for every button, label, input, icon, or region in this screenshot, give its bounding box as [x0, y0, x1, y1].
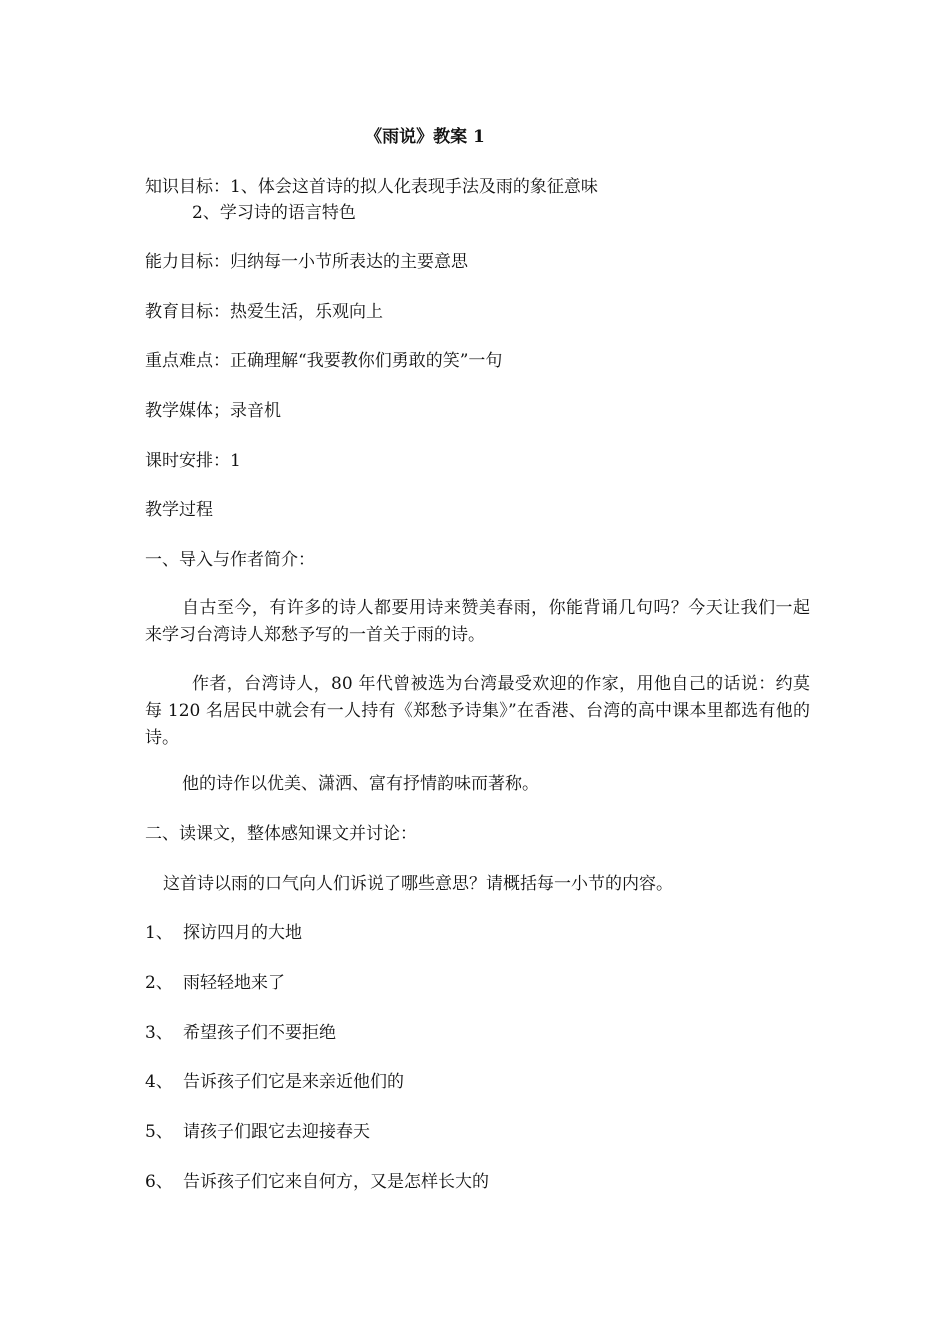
teaching-media: 教学媒体；录音机 — [145, 401, 281, 421]
style-paragraph: 他的诗作以优美、潇洒、富有抒情韵味而著称。 — [182, 774, 539, 794]
ability-objective: 能力目标：归纳每一小节所表达的主要意思 — [145, 252, 468, 272]
list-item-number: 2、 — [145, 973, 173, 993]
list-item-text: 希望孩子们不要拒绝 — [183, 1023, 336, 1043]
knowledge-objective-1: 知识目标：1、体会这首诗的拟人化表现手法及雨的象征意味 — [145, 177, 598, 197]
list-item-text: 请孩子们跟它去迎接春天 — [183, 1122, 370, 1142]
intro-paragraph: 自古至今，有许多的诗人都要用诗来赞美春雨，你能背诵几句吗？今天让我们一起来学习台湾诗人郑愁予写的一首关于雨的诗。 — [145, 598, 810, 645]
list-item — [145, 1022, 336, 1044]
section1-heading: 一、导入与作者简介： — [145, 550, 315, 570]
list-item-number: 6、 — [145, 1172, 173, 1192]
discussion-question: 这首诗以雨的口气向人们诉说了哪些意思？请概括每一小节的内容。 — [163, 874, 673, 894]
list-item-number: 3、 — [145, 1023, 173, 1043]
list-item-text: 告诉孩子们它来自何方，又是怎样长大的 — [183, 1172, 489, 1192]
list-item — [145, 1121, 370, 1143]
list-item-number: 4、 — [145, 1072, 173, 1092]
list-item — [145, 1171, 489, 1193]
document-title: 《雨说》教案 1 — [365, 127, 485, 147]
list-item-text: 探访四月的大地 — [183, 923, 302, 943]
list-item — [145, 922, 302, 944]
process-heading: 教学过程 — [145, 500, 213, 520]
list-item — [145, 972, 285, 994]
section2-heading: 二、读课文，整体感知课文并讨论： — [145, 824, 417, 844]
key-points: 重点难点：正确理解“我要教你们勇敢的笑”一句 — [145, 351, 503, 371]
education-objective: 教育目标：热爱生活，乐观向上 — [145, 302, 383, 322]
list-item-number: 1、 — [145, 923, 173, 943]
list-item-text: 雨轻轻地来了 — [183, 973, 285, 993]
class-schedule: 课时安排：1 — [145, 451, 241, 471]
list-item-text: 告诉孩子们它是来亲近他们的 — [183, 1072, 404, 1092]
list-item-number: 5、 — [145, 1122, 173, 1142]
list-item — [145, 1071, 404, 1093]
knowledge-objective-2: 2、学习诗的语言特色 — [192, 203, 356, 223]
author-paragraph: 作者，台湾诗人，80 年代曾被选为台湾最受欢迎的作家，用他自己的话说：约莫每 120 名居民中就会有一人持有《郑愁予诗集》”在香港、台湾的高中课本里都选有他的诗。 — [145, 674, 810, 748]
